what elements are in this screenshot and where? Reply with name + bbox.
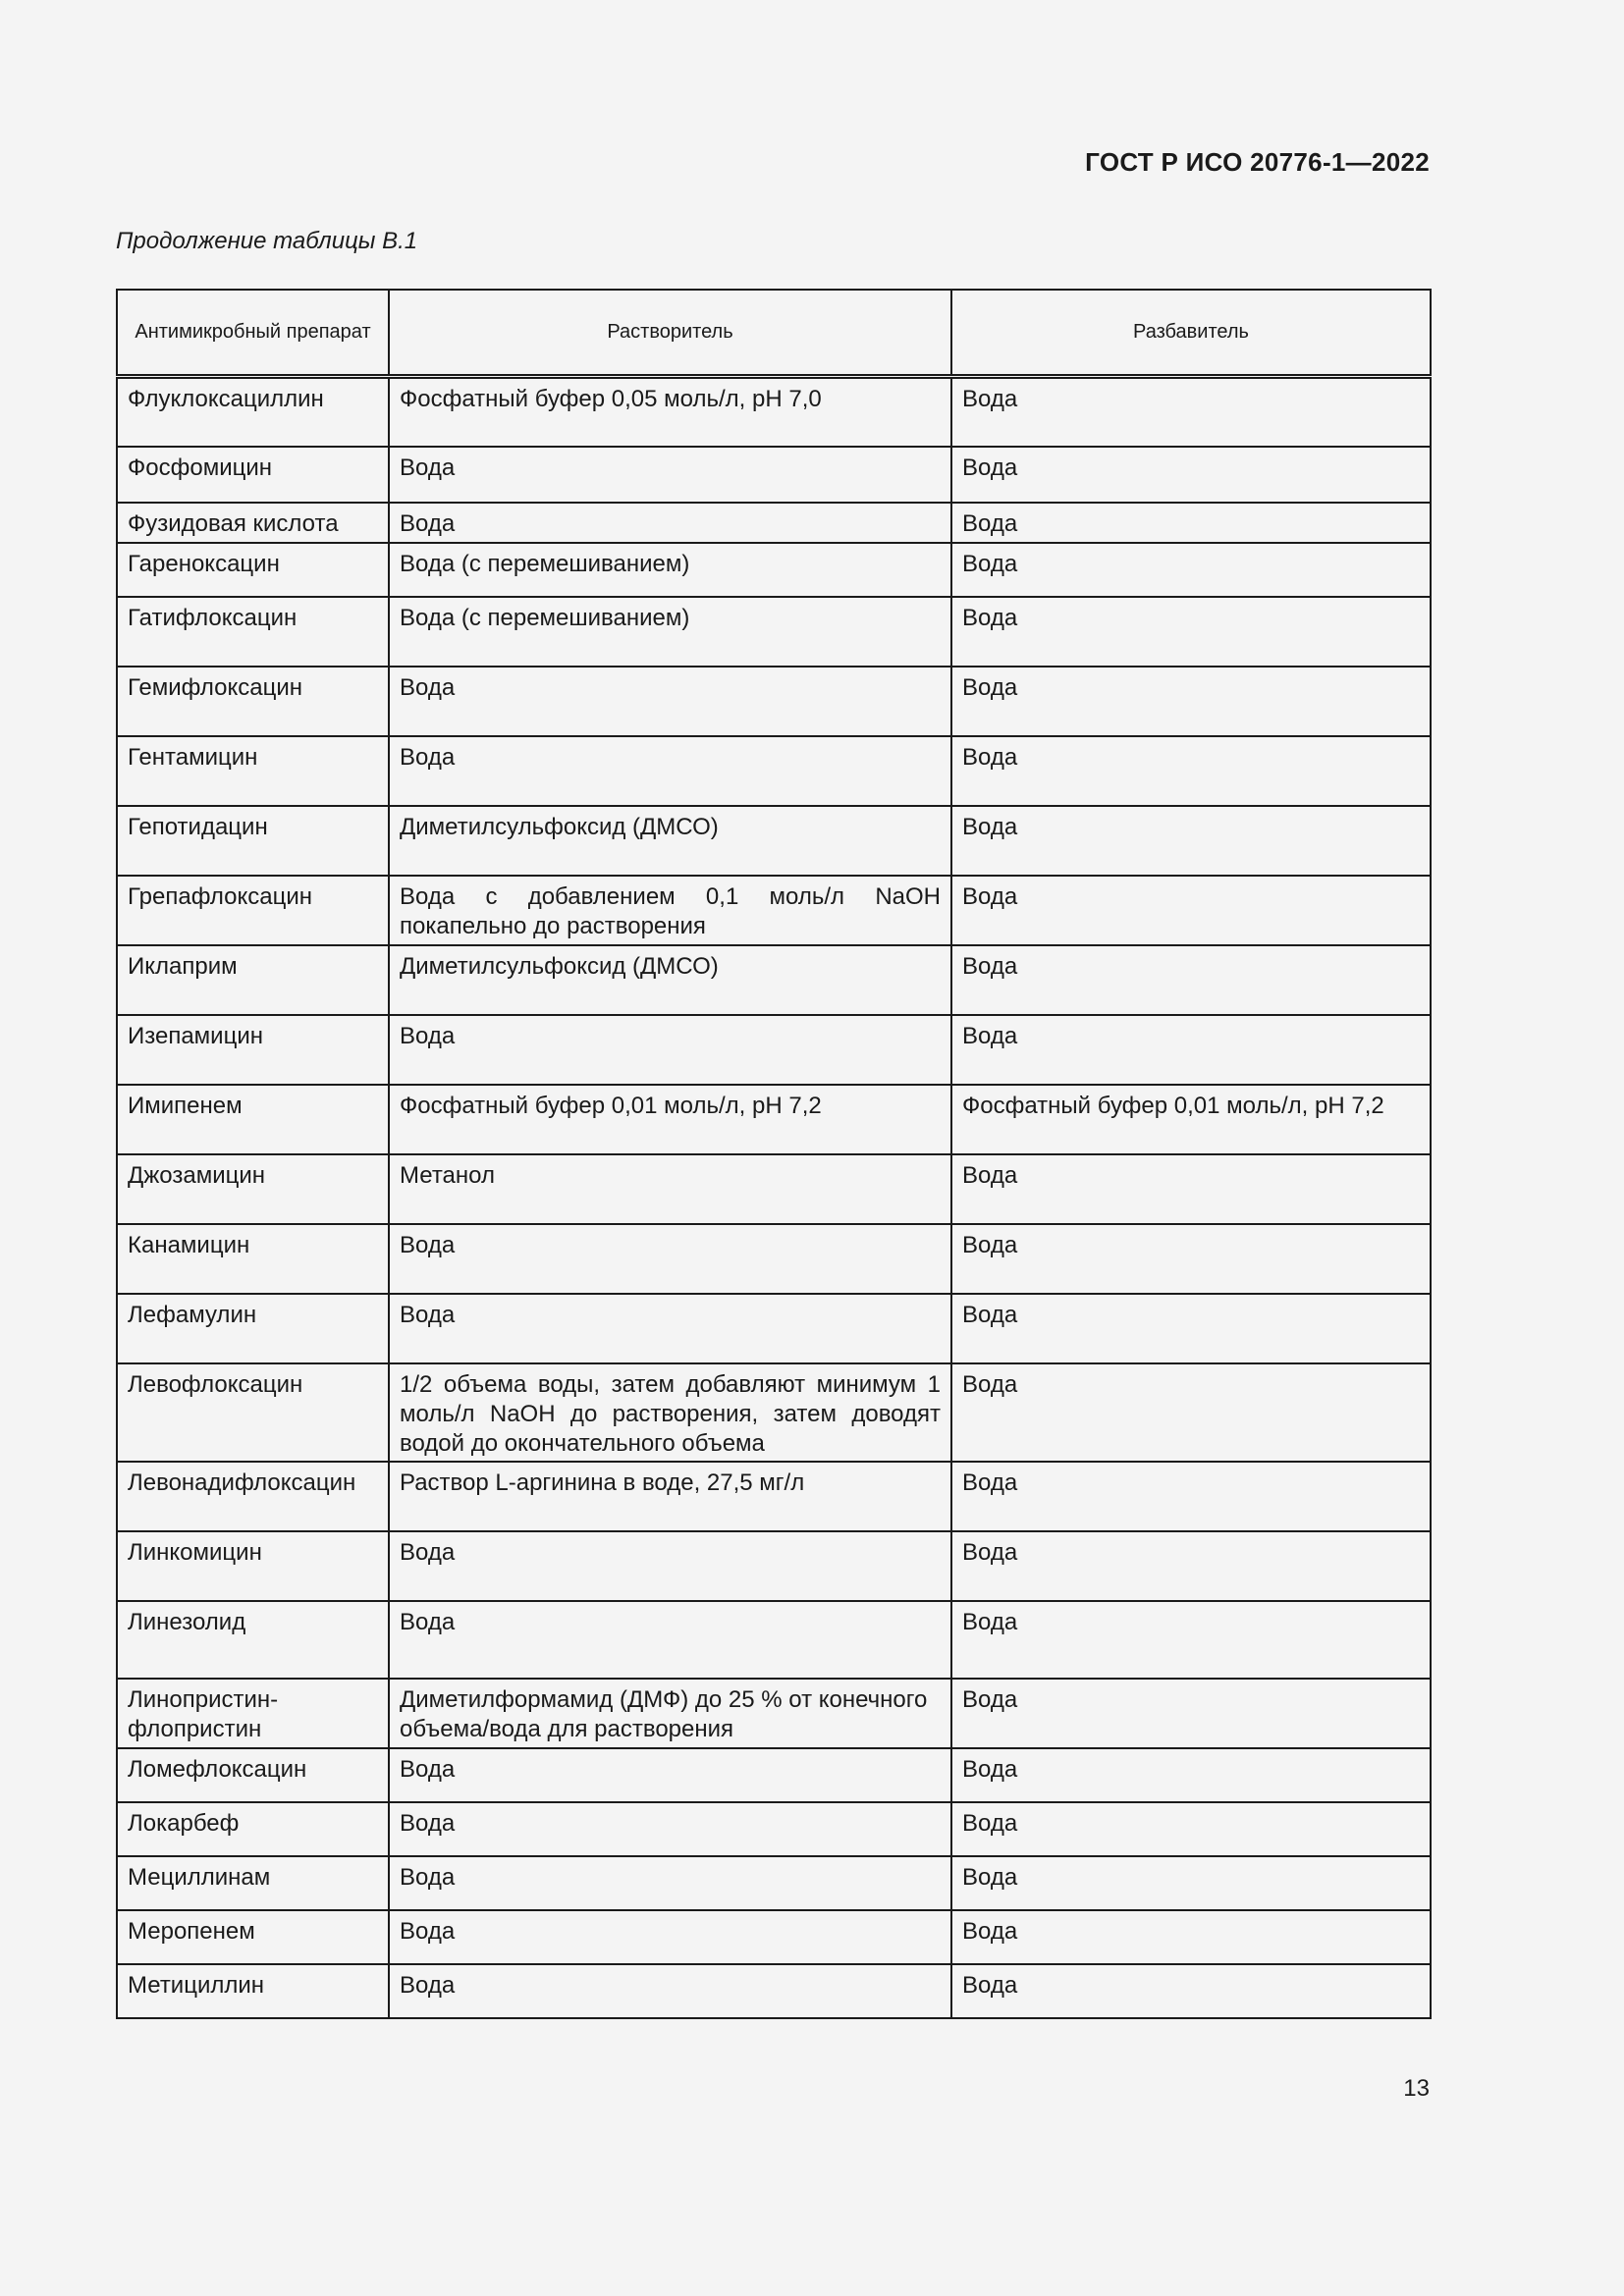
cell-diluent: Вода: [951, 806, 1431, 876]
cell-solvent: Вода: [389, 1910, 951, 1964]
table-row: [117, 736, 1431, 806]
table-row: [117, 1748, 1431, 1802]
cell-solvent: Вода: [389, 667, 951, 736]
antimicrobial-table: [116, 289, 1432, 2019]
cell-diluent: Вода: [951, 376, 1431, 447]
cell-diluent: Вода: [951, 1910, 1431, 1964]
cell-agent: Канамицин: [117, 1224, 389, 1294]
cell-diluent: Вода: [951, 1224, 1431, 1294]
cell-diluent: Вода: [951, 1294, 1431, 1363]
cell-agent: Мециллинам: [117, 1856, 389, 1910]
table-row: [117, 876, 1431, 945]
cell-diluent: Вода: [951, 1748, 1431, 1802]
table-row: [117, 806, 1431, 876]
cell-diluent: Фосфатный буфер 0,01 моль/л, pH 7,2: [951, 1085, 1431, 1154]
cell-solvent: Вода (с перемешиванием): [389, 597, 951, 667]
cell-agent: Джозамицин: [117, 1154, 389, 1224]
table-row: [117, 1856, 1431, 1910]
cell-agent: Лефамулин: [117, 1294, 389, 1363]
column-header-solvent: Растворитель: [389, 290, 951, 376]
cell-agent: Ломефлоксацин: [117, 1748, 389, 1802]
cell-agent: Гареноксацин: [117, 543, 389, 597]
cell-solvent: Вода: [389, 1015, 951, 1085]
table-row: [117, 1085, 1431, 1154]
cell-solvent: Вода: [389, 503, 951, 543]
cell-agent: Левофлоксацин: [117, 1363, 389, 1462]
cell-agent: Гентамицин: [117, 736, 389, 806]
table-row: [117, 945, 1431, 1015]
cell-solvent: Вода: [389, 1802, 951, 1856]
cell-diluent: Вода: [951, 876, 1431, 945]
table-row: [117, 1154, 1431, 1224]
cell-diluent: Вода: [951, 543, 1431, 597]
cell-agent: Флуклоксациллин: [117, 376, 389, 447]
table-row: [117, 1224, 1431, 1294]
cell-solvent: Вода: [389, 1531, 951, 1601]
cell-solvent: Диметилсульфоксид (ДМСО): [389, 806, 951, 876]
table-row: [117, 1015, 1431, 1085]
table-row: [117, 1601, 1431, 1679]
cell-agent: Меропенем: [117, 1910, 389, 1964]
cell-agent: Линезолид: [117, 1601, 389, 1679]
cell-solvent: Вода: [389, 736, 951, 806]
cell-agent: Фосфомицин: [117, 447, 389, 503]
cell-diluent: Вода: [951, 1363, 1431, 1462]
cell-diluent: Вода: [951, 1015, 1431, 1085]
cell-agent: Метициллин: [117, 1964, 389, 2018]
table-row: [117, 1679, 1431, 1748]
cell-diluent: Вода: [951, 1856, 1431, 1910]
cell-agent: Линкомицин: [117, 1531, 389, 1601]
column-header-diluent: Разбавитель: [951, 290, 1431, 376]
cell-solvent: Диметилсульфоксид (ДМСО): [389, 945, 951, 1015]
cell-diluent: Вода: [951, 945, 1431, 1015]
cell-agent: Левонадифлоксацин: [117, 1462, 389, 1531]
cell-diluent: Вода: [951, 597, 1431, 667]
table-row: [117, 1802, 1431, 1856]
table-row: [117, 1910, 1431, 1964]
table-row: [117, 667, 1431, 736]
cell-agent: Фузидовая кислота: [117, 503, 389, 543]
page-number: 13: [1403, 2075, 1430, 2102]
cell-solvent: Вода с добавлением 0,1 моль/л NaOH покапельно до растворения: [389, 876, 951, 945]
cell-diluent: Вода: [951, 1964, 1431, 2018]
table-row: [117, 1294, 1431, 1363]
table-row: [117, 1363, 1431, 1462]
cell-diluent: Вода: [951, 1601, 1431, 1679]
cell-agent: Имипенем: [117, 1085, 389, 1154]
cell-diluent: Вода: [951, 1531, 1431, 1601]
cell-agent: Линопристин-флопристин: [117, 1679, 389, 1748]
cell-solvent: Вода: [389, 1964, 951, 2018]
cell-solvent: Вода: [389, 1224, 951, 1294]
cell-agent: Гатифлоксацин: [117, 597, 389, 667]
document-code: ГОСТ Р ИСО 20776-1—2022: [1085, 147, 1430, 177]
table-row: [117, 543, 1431, 597]
cell-diluent: Вода: [951, 736, 1431, 806]
cell-diluent: Вода: [951, 503, 1431, 543]
cell-solvent: Вода: [389, 1856, 951, 1910]
table-header-row: [117, 290, 1431, 376]
cell-diluent: Вода: [951, 1802, 1431, 1856]
cell-diluent: Вода: [951, 1462, 1431, 1531]
cell-solvent: Диметилформамид (ДМФ) до 25 % от конечного объема/вода для растворения: [389, 1679, 951, 1748]
cell-agent: Грепафлоксацин: [117, 876, 389, 945]
cell-diluent: Вода: [951, 1679, 1431, 1748]
cell-agent: Гепотидацин: [117, 806, 389, 876]
table-continuation-caption: Продолжение таблицы В.1: [116, 228, 418, 254]
table-row: [117, 1531, 1431, 1601]
table-row: [117, 503, 1431, 543]
column-header-agent: Антимикробный препарат: [117, 290, 389, 376]
cell-agent: Иклаприм: [117, 945, 389, 1015]
cell-diluent: Вода: [951, 447, 1431, 503]
cell-solvent: Вода: [389, 447, 951, 503]
cell-diluent: Вода: [951, 1154, 1431, 1224]
table-row: [117, 1462, 1431, 1531]
cell-solvent: Вода: [389, 1748, 951, 1802]
cell-solvent: Раствор L-аргинина в воде, 27,5 мг/л: [389, 1462, 951, 1531]
table-row: [117, 1964, 1431, 2018]
cell-solvent: Вода (с перемешиванием): [389, 543, 951, 597]
cell-agent: Изепамицин: [117, 1015, 389, 1085]
cell-solvent: Фосфатный буфер 0,01 моль/л, pH 7,2: [389, 1085, 951, 1154]
cell-solvent: Метанол: [389, 1154, 951, 1224]
cell-agent: Гемифлоксацин: [117, 667, 389, 736]
cell-agent: Локарбеф: [117, 1802, 389, 1856]
table-row: [117, 376, 1431, 447]
cell-solvent: 1/2 объема воды, затем добавляют минимум 1 моль/л NaOH до растворения, затем доводят водой до окончательного объема: [389, 1363, 951, 1462]
cell-diluent: Вода: [951, 667, 1431, 736]
table-row: [117, 447, 1431, 503]
cell-solvent: Фосфатный буфер 0,05 моль/л, pH 7,0: [389, 376, 951, 447]
table-body: [117, 376, 1431, 2018]
cell-solvent: Вода: [389, 1601, 951, 1679]
cell-solvent: Вода: [389, 1294, 951, 1363]
table-row: [117, 597, 1431, 667]
